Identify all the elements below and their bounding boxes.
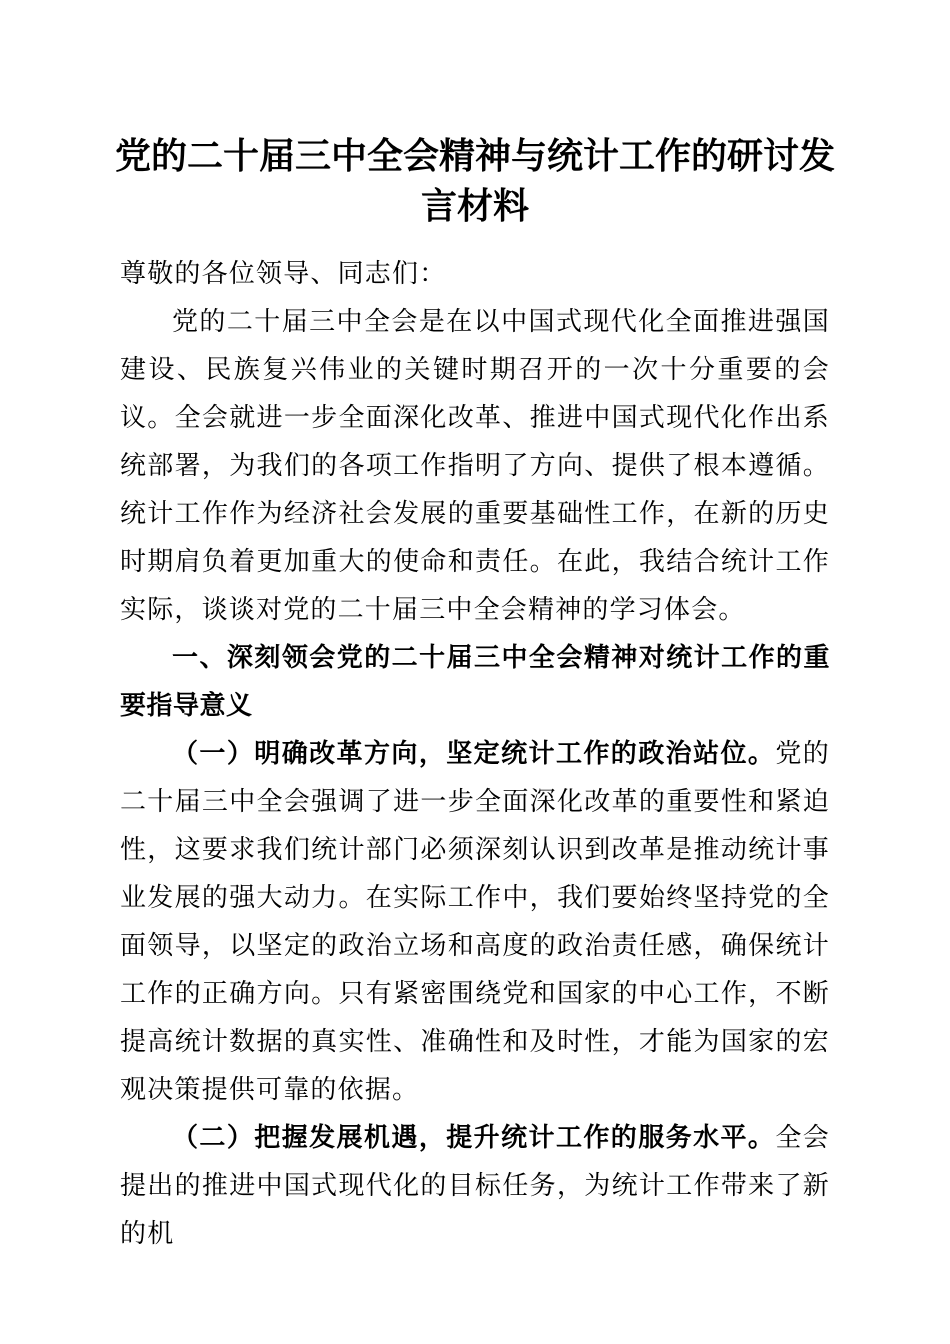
subsection-lead-1: （一）明确改革方向，坚定统计工作的政治站位。 [172, 739, 776, 769]
subsection-text-2: 全会提出的推进中国式现代化的目标任务，为统计工作带来了新的机 [120, 1123, 831, 1249]
section-heading: 一、深刻领会党的二十届三中全会精神对统计工作的重要指导意义 [120, 643, 830, 721]
document-title: 党的二十届三中全会精神与统计工作的研讨发言材料 [114, 136, 835, 227]
subsection-text-1: 党的二十届三中全会强调了进一步全面深化改革的重要性和紧迫性，这要求我们统计部门必须深刻认识到改革是推动统计事业发展的强大动力。在实际工作中，我们要始终坚持党的全面领导，以坚定的政治立场和高度的政治责任感，确保统计工作的正确方向。只有紧密围绕党和国家的中心工作，不断提高统计数据的真实性、准确性和及时性，才能为国家的宏观决策提供可靠的依据。 [120, 739, 831, 1105]
salutation: 尊敬的各位领导、同志们： [120, 259, 447, 289]
subsection-lead-2: （二）把握发展机遇，提升统计工作的服务水平。 [172, 1123, 776, 1153]
subsection-paragraph-1 [120, 730, 830, 1114]
intro-paragraph: 党的二十届三中全会是在以中国式现代化全面推进强国建设、民族复兴伟业的关键时期召开的一次十分重要的会议。全会就进一步全面深化改革、推进中国式现代化作出系统部署，为我们的各项工作指明了方向、提供了根本遵循。统计工作作为经济社会发展的重要基础性工作，在新的历史时期肩负着更加重大的使命和责任。在此，我结合统计工作实际，谈谈对党的二十届三中全会精神的学习体会。 [120, 307, 830, 625]
document-body [120, 250, 830, 1258]
subsection-paragraph-2 [120, 1114, 830, 1258]
